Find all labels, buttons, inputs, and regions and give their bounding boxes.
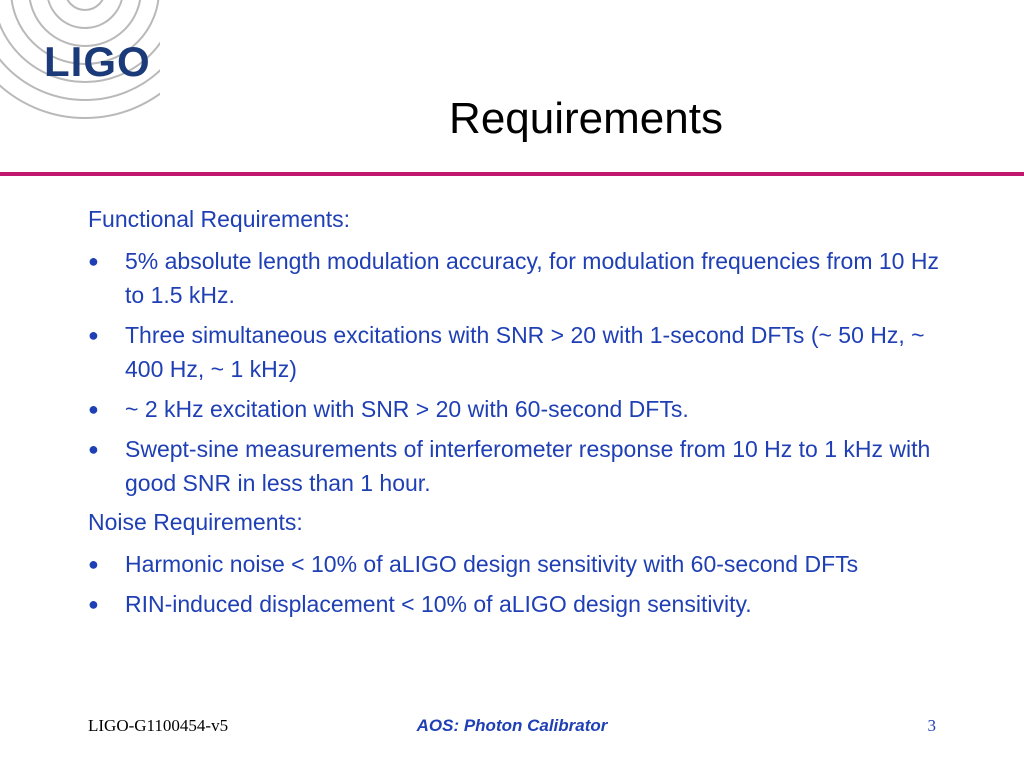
section-heading-noise: Noise Requirements: — [88, 509, 303, 535]
list-item — [88, 392, 948, 426]
bullet-icon: ● — [88, 594, 99, 614]
list-item-text: Harmonic noise < 10% of aLIGO design sensitivity with 60-second DFTs — [125, 551, 859, 577]
list-item — [88, 432, 948, 500]
list-item-text: 5% absolute length modulation accuracy, for modulation frequencies from 10 Hz to 1.5 kHz. — [125, 248, 939, 308]
list-item-text: ~ 2 kHz excitation with SNR > 20 with 60-second DFTs. — [125, 396, 689, 422]
footer-doc-id: LIGO-G1100454-v5 — [88, 716, 229, 735]
section-heading-functional: Functional Requirements: — [88, 206, 351, 232]
bullet-icon: ● — [88, 399, 99, 419]
footer-title: AOS: Photon Calibrator — [416, 716, 608, 735]
slide-body — [88, 203, 948, 627]
bullet-icon: ● — [88, 251, 99, 271]
list-item-text: RIN-induced displacement < 10% of aLIGO design sensitivity. — [125, 591, 752, 617]
list-item-text: Swept-sine measurements of interferometer response from 10 Hz to 1 kHz with good SNR in less than 1 hour. — [125, 436, 931, 496]
bullet-icon: ● — [88, 325, 99, 345]
slide-title: Requirements — [449, 94, 723, 143]
page-number: 3 — [927, 716, 936, 735]
bullet-icon: ● — [88, 554, 99, 574]
list-item — [88, 587, 948, 621]
list-item — [88, 547, 948, 581]
list-item — [88, 318, 948, 386]
bullet-icon: ● — [88, 439, 99, 459]
ligo-logo: LIGO — [44, 38, 151, 85]
title-divider — [0, 172, 1024, 176]
list-item-text: Three simultaneous excitations with SNR > 20 with 1-second DFTs (~ 50 Hz, ~ 400 Hz, ~ 1 kHz) — [125, 322, 925, 382]
list-item — [88, 244, 948, 312]
